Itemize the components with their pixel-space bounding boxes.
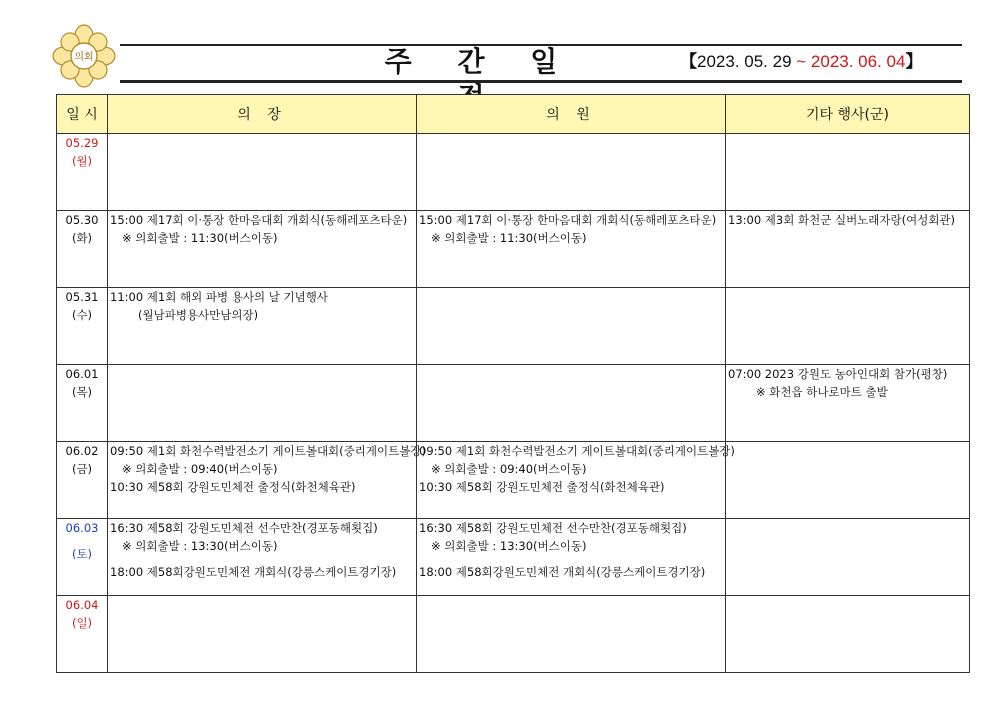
members-cell [417, 134, 726, 211]
other-cell [726, 288, 970, 365]
event-item: 10:30 제58회 강원도민체전 출정식(화천체육관) [110, 480, 356, 494]
col-header-members: 의 원 [417, 95, 726, 134]
table-row [57, 134, 970, 211]
members-cell [417, 211, 726, 288]
table-row [57, 211, 970, 288]
departure-note: ※ 의회출발 : 09:40(버스이동) [431, 462, 587, 476]
event-item: 09:50 제1회 화천수력발전소기 게이트볼대회(중리게이트볼장) [419, 444, 735, 458]
date-cell: 06.01 (목) [57, 365, 108, 442]
members-cell [417, 442, 735, 519]
date-cell: 06.04 (일) [57, 596, 108, 673]
other-cell [726, 134, 970, 211]
departure-note: ※ 화천읍 하나로마트 출발 [756, 385, 888, 399]
other-cell [726, 211, 970, 288]
schedule-period [680, 50, 922, 74]
col-header-date: 일 시 [57, 95, 108, 134]
col-header-other: 기타 행사(군) [726, 95, 970, 134]
event-item: 07:00 2023 강원도 농아인대회 참가(평창) [728, 367, 948, 381]
departure-note: ※ 의회출발 : 13:30(버스이동) [122, 539, 278, 553]
event-item: 11:00 제1회 해외 파병 용사의 날 기념행사 [110, 290, 328, 304]
date-cell: 06.03 (토) [57, 519, 108, 596]
event-item: 10:30 제58회 강원도민체전 출정식(화천체육관) [419, 480, 665, 494]
period-end: 2023. 06. 04 [810, 52, 906, 71]
event-item: 09:50 제1회 화천수력발전소기 게이트볼대회(중리게이트볼장) [110, 444, 426, 458]
chair-cell [108, 442, 426, 519]
chair-cell [108, 365, 417, 442]
period-separator: ~ [791, 52, 811, 71]
table-row [57, 596, 970, 673]
departure-note: ※ 의회출발 : 11:30(버스이동) [431, 231, 587, 245]
col-header-chair: 의 장 [108, 95, 417, 134]
event-item: 18:00 제58회강원도민체전 개회식(강릉스케이트경기장) [110, 565, 397, 579]
members-cell [417, 365, 726, 442]
period-open-bracket: 【 [680, 52, 697, 71]
event-location: (월남파병용사만남의장) [138, 308, 259, 322]
table-row [57, 288, 970, 365]
emblem-text: 의회 [74, 52, 94, 63]
members-cell [417, 596, 726, 673]
event-item: 18:00 제58회강원도민체전 개회식(강릉스케이트경기장) [419, 565, 706, 579]
date-cell: 05.29 (월) [57, 134, 108, 211]
title-rule-bottom [120, 80, 962, 83]
chair-cell [108, 596, 417, 673]
table-row [57, 519, 970, 596]
other-cell [726, 519, 970, 596]
header-row [57, 95, 970, 134]
departure-note: ※ 의회출발 : 09:40(버스이동) [122, 462, 278, 476]
period-close-bracket: 】 [905, 52, 923, 71]
period-start: 2023. 05. 29 [697, 52, 792, 71]
council-emblem [52, 24, 116, 88]
date-cell: 05.30 (화) [57, 211, 108, 288]
date-cell: 05.31 (수) [57, 288, 108, 365]
event-item: 15:00 제17회 이·통장 한마음대회 개회식(동해레포츠타운) [419, 213, 717, 227]
table-row [57, 365, 970, 442]
table-row [57, 442, 970, 519]
other-cell [726, 365, 970, 442]
other-cell [726, 596, 970, 673]
departure-note: ※ 의회출발 : 11:30(버스이동) [122, 231, 278, 245]
event-item: 13:00 제3회 화천군 실버노래자랑(여성회관) [728, 213, 956, 227]
date-cell: 06.02 (금) [57, 442, 108, 519]
chair-cell [108, 288, 417, 365]
chair-cell [108, 519, 417, 596]
members-cell [417, 519, 726, 596]
chair-cell [108, 211, 417, 288]
chair-cell [108, 134, 417, 211]
event-item: 16:30 제58회 강원도민체전 선수만찬(경포동해횟집) [110, 521, 378, 535]
weekly-schedule-table [56, 94, 970, 673]
departure-note: ※ 의회출발 : 13:30(버스이동) [431, 539, 587, 553]
event-item: 16:30 제58회 강원도민체전 선수만찬(경포동해횟집) [419, 521, 687, 535]
event-item: 15:00 제17회 이·통장 한마음대회 개회식(동해레포츠타운) [110, 213, 408, 227]
page-title: 주 간 일 [384, 45, 576, 78]
members-cell [417, 288, 726, 365]
other-cell [726, 442, 970, 519]
